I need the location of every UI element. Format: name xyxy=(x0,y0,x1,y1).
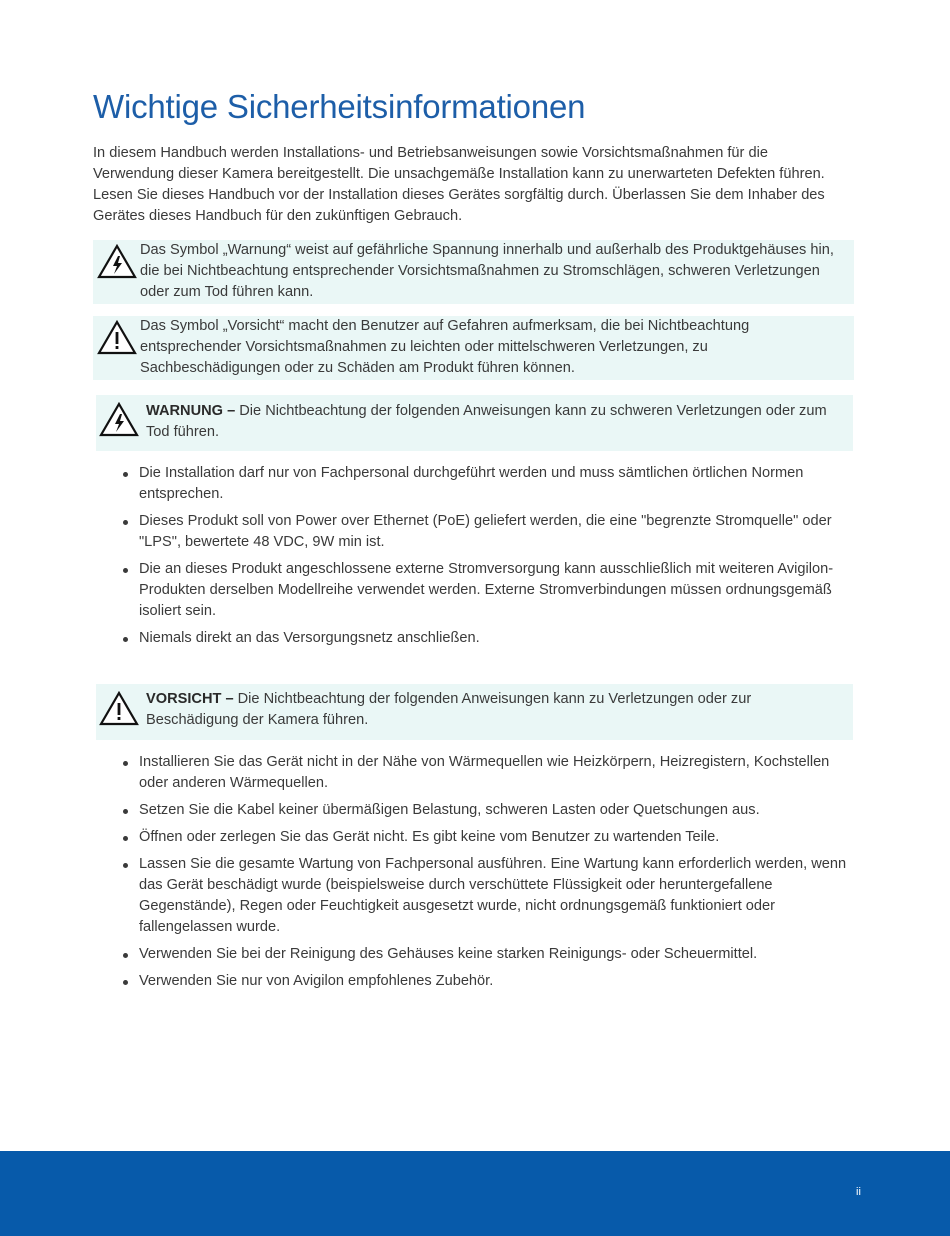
caution-banner-text xyxy=(146,689,846,731)
page-title: Wichtige Sicherheitsinformationen xyxy=(93,88,586,125)
caution-symbol-text: Das Symbol „Vorsicht“ macht den Benutzer auf Gefahren aufmerksam, die bei Nichtbeachtung entsprechender Vorsichtsmaßnahmen zu leichten oder mittelschweren Verletzungen, zu Sachbeschädigungen oder zu Schäden am Produkt führen können. xyxy=(140,318,750,376)
list-item: Setzen Sie die Kabel keiner übermäßigen Belastung, schweren Lasten oder Quetschungen aus. xyxy=(121,800,856,821)
warning-banner xyxy=(96,395,853,451)
list-item: Niemals direkt an das Versorgungsnetz anschließen. xyxy=(121,628,856,649)
electric-hazard-icon xyxy=(99,402,139,438)
caution-lead: VORSICHT – xyxy=(146,691,234,707)
caution-list xyxy=(121,752,856,998)
caution-banner xyxy=(96,684,853,740)
exclamation-hazard-icon xyxy=(97,320,137,356)
exclamation-hazard-icon xyxy=(99,691,139,727)
list-item: Die Installation darf nur von Fachpersonal durchgeführt werden und muss sämtlichen örtlichen Normen entsprechen. xyxy=(121,463,856,505)
warning-symbol-text: Das Symbol „Warnung“ weist auf gefährliche Spannung innerhalb und außerhalb des Produktgehäuses hin, die bei Nichtbeachtung entsprechender Vorsichtsmaßnahmen zu Stromschlägen, schweren Verletzungen oder zum Tod führen kann. xyxy=(140,242,834,300)
footer-bar xyxy=(0,1151,950,1236)
list-item: Verwenden Sie nur von Avigilon empfohlenes Zubehör. xyxy=(121,971,856,992)
page-number: ii xyxy=(856,1186,861,1198)
warning-list xyxy=(121,463,856,655)
warning-symbol-box xyxy=(93,240,854,304)
list-item: Dieses Produkt soll von Power over Ethernet (PoE) geliefert werden, die eine "begrenzte Stromquelle" oder "LPS", bewertete 48 VDC, 9W min ist. xyxy=(121,511,856,553)
warning-description: Die Nichtbeachtung der folgenden Anweisungen kann zu schweren Verletzungen oder zum Tod führen. xyxy=(146,403,827,440)
list-item: Öffnen oder zerlegen Sie das Gerät nicht. Es gibt keine vom Benutzer zu wartenden Teile. xyxy=(121,827,856,848)
list-item: Die an dieses Produkt angeschlossene externe Stromversorgung kann ausschließlich mit weiteren Avigilon-Produkten derselben Modellreihe verwendet werden. Externe Stromverbindungen müssen ordnungsgemäß isoliert sein. xyxy=(121,559,856,622)
caution-symbol-box xyxy=(93,316,854,380)
list-item: Verwenden Sie bei der Reinigung des Gehäuses keine starken Reinigungs- oder Scheuermittel. xyxy=(121,944,856,965)
intro-paragraph: In diesem Handbuch werden Installations- und Betriebsanweisungen sowie Vorsichtsmaßnahmen für die Verwendung dieser Kamera bereitgestellt. Die unsachgemäße Installation kann zu unerwarteten Defekten führen. Lesen Sie dieses Handbuch vor der Installation dieses Gerätes sorgfältig durch. Überlassen Sie dem Inhaber des Gerätes dieses Handbuch für den zukünftigen Gebrauch. xyxy=(93,145,825,224)
list-item: Lassen Sie die gesamte Wartung von Fachpersonal ausführen. Eine Wartung kann erforderlich werden, wenn das Gerät beschädigt wurde (beispielsweise durch verschüttete Flüssigkeit oder heruntergefallene Gegenstände), Regen oder Feuchtigkeit ausgesetzt wurde, nicht ordnungsgemäß funktioniert oder fallengelassen wurde. xyxy=(121,854,856,938)
warning-banner-text xyxy=(146,401,846,443)
warning-lead: WARNUNG – xyxy=(146,403,236,419)
electric-hazard-icon xyxy=(97,244,137,280)
list-item: Installieren Sie das Gerät nicht in der Nähe von Wärmequellen wie Heizkörpern, Heizregistern, Kochstellen oder anderen Wärmequellen. xyxy=(121,752,856,794)
caution-description: Die Nichtbeachtung der folgenden Anweisungen kann zu Verletzungen oder zur Beschädigung der Kamera führen. xyxy=(146,691,752,728)
